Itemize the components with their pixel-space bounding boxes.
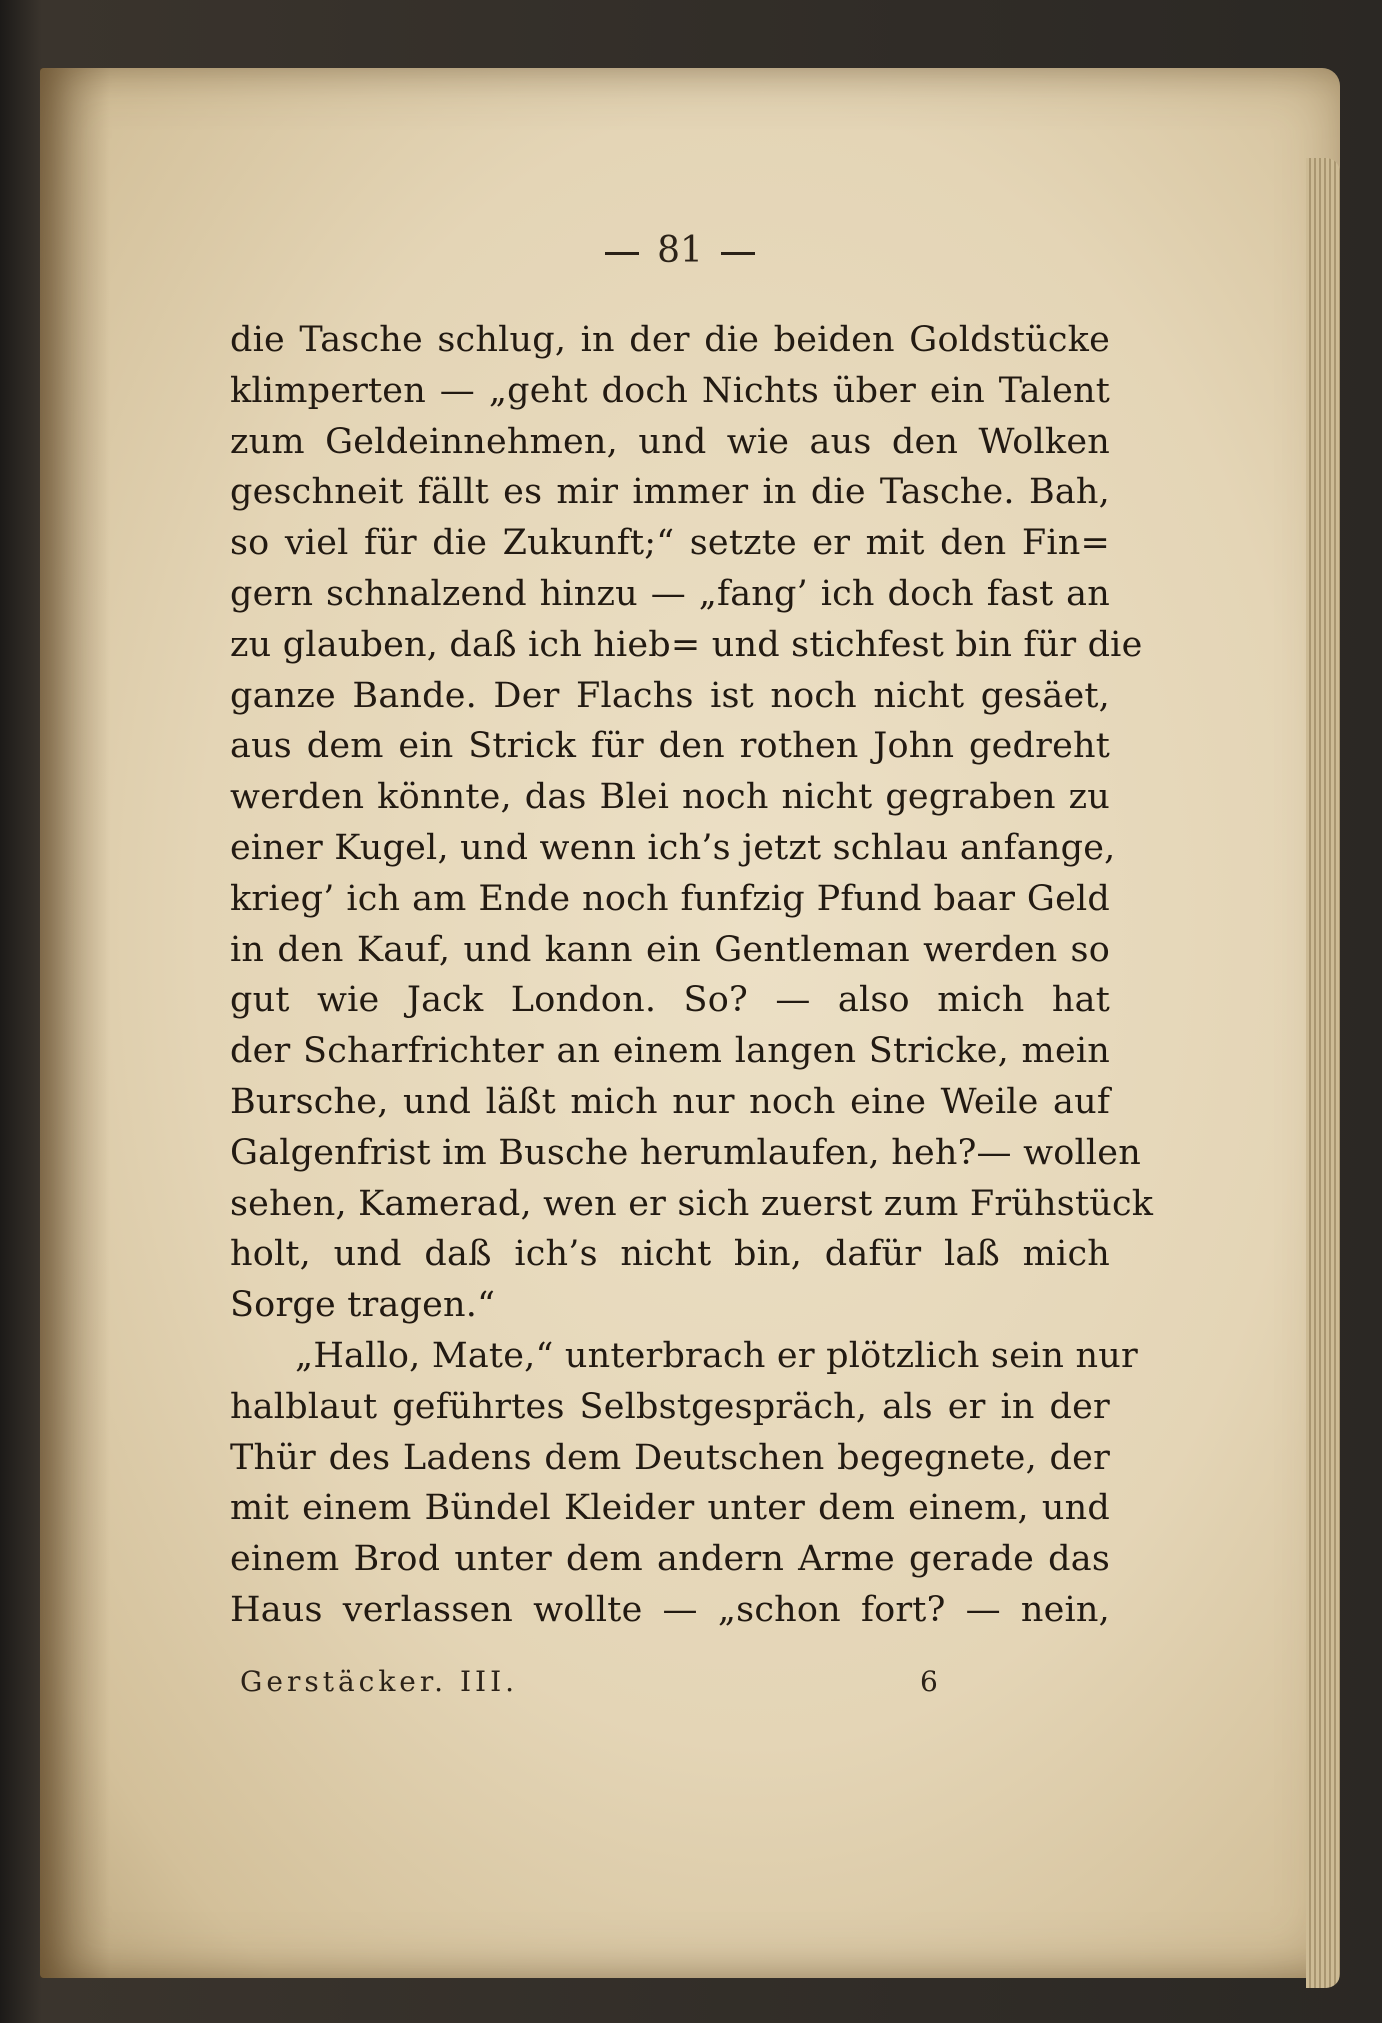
text-line: klimperten — „geht doch Nichts über ein Talent (230, 370, 1110, 411)
page-gutter-shadow (40, 68, 110, 1978)
signature-mark: Gerstäcker. III. (240, 1665, 519, 1698)
text-line: aus dem ein Strick für den rothen John gedreht (230, 726, 1110, 767)
text-line: werden könnte, das Blei noch nicht gegraben zu (230, 777, 1110, 818)
text-line: geschneit fällt es mir immer in die Tasche. Bah, (230, 472, 1110, 513)
header-ornament-left (605, 252, 639, 255)
page-footer (240, 1665, 940, 1698)
body-text (230, 315, 1154, 1636)
header-ornament-right (721, 252, 755, 255)
text-line: gut wie Jack London. So? — also mich hat (230, 980, 1110, 1021)
text-line: sehen, Kamerad, wen er sich zuerst zum Frühstück (230, 1183, 1154, 1224)
text-line: Thür des Ladens dem Deutschen begegnete, der (230, 1437, 1110, 1478)
text-line: zu glauben, daß ich hieb= und stichfest bin für die (230, 624, 1143, 665)
text-line: halblaut geführtes Selbstgespräch, als er in der (230, 1386, 1110, 1427)
text-line: einem Brod unter dem andern Arme gerade das (230, 1539, 1110, 1580)
text-line: Galgenfrist im Busche herumlaufen, heh?— wollen (230, 1132, 1141, 1173)
text-line: Sorge tragen.“ (230, 1285, 496, 1326)
text-line: „Hallo, Mate,“ unterbrach er plötzlich sein nur (295, 1335, 1138, 1376)
text-line: die Tasche schlug, in der die beiden Goldstücke (230, 320, 1110, 360)
page-number: 81 (657, 230, 703, 271)
text-line: Haus verlassen wollte — „schon fort? — nein, (230, 1589, 1110, 1630)
sheet-number: 6 (920, 1665, 938, 1698)
text-line: zum Geldeinnehmen, und wie aus den Wolken (230, 421, 1110, 462)
page-edge (1306, 158, 1340, 1988)
text-line: ganze Bande. Der Flachs ist noch nicht gesäet, (230, 675, 1110, 716)
text-line: einer Kugel, und wenn ich’s jetzt schlau anfange, (230, 827, 1116, 868)
page-header (550, 230, 810, 271)
text-line: so viel für die Zukunft;“ setzte er mit den Fin= (230, 523, 1110, 564)
text-line: Bursche, und läßt mich nur noch eine Weile auf (230, 1081, 1110, 1122)
text-line: gern schnalzend hinzu — „fang’ ich doch fast an (230, 573, 1110, 614)
text-line: in den Kauf, und kann ein Gentleman werden so (230, 929, 1110, 970)
text-line: der Scharfrichter an einem langen Stricke, mein (230, 1031, 1110, 1072)
text-line: krieg’ ich am Ende noch funfzig Pfund baar Geld (230, 878, 1110, 919)
text-line: holt, und daß ich’s nicht bin, dafür laß mich (230, 1234, 1110, 1275)
text-line: mit einem Bündel Kleider unter dem einem, und (230, 1488, 1110, 1529)
